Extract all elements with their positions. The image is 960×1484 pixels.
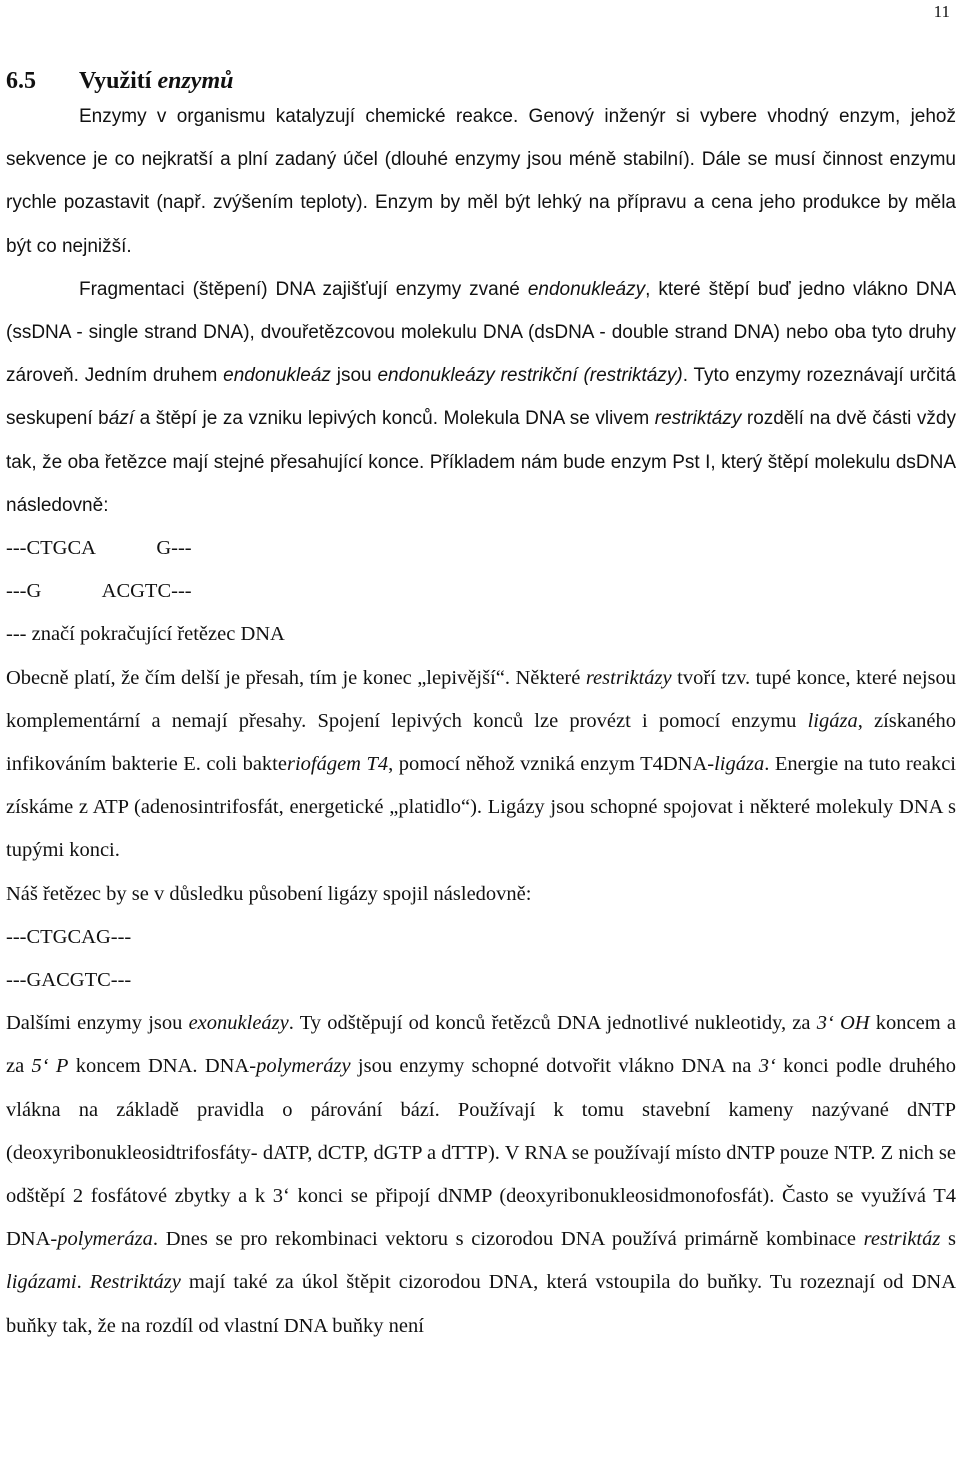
document-body <box>6 95 956 1348</box>
sequence-example-1 <box>6 527 956 657</box>
text-run: koncem DNA. DNA- <box>68 1055 257 1078</box>
text-run: rozdělí na dvě části vždy tak, že oba řetězce mají stejné přesahující konce. Příkladem nám bude enzym Pst I, který štěpí molekulu dsDNA následovně: <box>6 408 956 516</box>
italic-term: endonukleázy restrikční (restriktázy) <box>377 365 683 387</box>
section-title-italic: enzymů <box>157 68 234 94</box>
italic-term: endonukleázy <box>527 278 646 300</box>
paragraph-intro: Enzymy v organismu katalyzují chemické reakce. Genový inženýr si vybere vhodný enzym, jehož sekvence je co nejkratší a plní zadaný účel (dlouhé enzymy jsou méně stabilní). Dále se musí činnost enzymu rychle pozastavit (např. zvýšením teploty). Enzym by měl být lehký na přípravu a cena jeho produkce by měla být co nejnižší. <box>6 106 956 257</box>
italic-term: ází <box>108 408 135 430</box>
italic-term: polymeráza <box>57 1228 153 1251</box>
italic-term: ligázami <box>6 1271 77 1294</box>
paragraph-fragmentation <box>6 268 956 527</box>
text-run: . <box>76 1271 90 1294</box>
text-run: , které štěpí buď jedno vlákno DNA (ssDNA - single strand DNA), dvouřetězcovou molekulu DNA (dsDNA - double strand DNA) nebo oba tyto druhy zároveň. Jedním druhem <box>6 278 956 387</box>
sequence-line: ---GACGTC--- <box>6 969 132 992</box>
sequence-line: ---CTGCAG--- <box>6 925 132 948</box>
text-run: , získaného infikováním bakterie E. coli bakte <box>6 709 956 776</box>
sequence-line: ---G ACGTC--- <box>6 580 192 603</box>
italic-term: 5‘ P <box>31 1055 69 1078</box>
section-title-plain: Využití <box>79 68 158 94</box>
text-run: s <box>940 1228 957 1251</box>
text-run: . Ty odštěpují od konců řetězců DNA jednotlivé nukleotidy, za <box>288 1012 817 1035</box>
paragraph-ligase <box>6 657 956 873</box>
text-run: . Tyto enzymy rozeznávají určitá seskupení b <box>6 365 956 430</box>
italic-term: riofágem T4 <box>286 753 389 776</box>
italic-term: Restriktázy <box>89 1271 181 1294</box>
text-run: jsou enzymy schopné dotvořit vlákno DNA na <box>350 1055 759 1078</box>
italic-term: 3‘ OH <box>816 1012 870 1035</box>
text-run: koncem a za <box>6 1012 956 1078</box>
italic-term: restriktázy <box>585 666 672 689</box>
sequence-example-2 <box>6 916 956 1002</box>
text-run: . Energie na tuto reakci získáme z ATP (adenosintrifosfát, energetické „platidlo“). Ligázy jsou schopné spojovat i některé molekuly DNA s tupými konci. <box>6 753 956 862</box>
paragraph-exonucleases <box>6 1002 956 1348</box>
italic-term: endonukleáz <box>223 365 331 387</box>
text-run: tvoří tzv. tupé konce, které nejsou komplementární a nemají přesahy. Spojení lepivých konců lze provézt i pomocí enzymu <box>6 666 956 732</box>
italic-term: ligáza <box>807 709 858 732</box>
text-run: mají také za úkol štěpit cizorodou DNA, která vstoupila do buňky. Tu rozeznají od DNA buňky tak, že na rozdíl od vlastní DNA buňky není <box>6 1271 957 1337</box>
text-run: . Dnes se pro rekombinaci vektoru s cizorodou DNA používá primárně kombinace <box>152 1228 864 1251</box>
italic-term: polymerázy <box>256 1055 351 1078</box>
text-run: konci podle druhého vlákna na základě pravidla o párování bází. Používají k tomu stavební kameny nazývané dNTP (deoxyribonukleosidtrifosfáty- dATP, dCTP, dGTP a dTTP). V RNA se používají místo dNTP pouze NTP. Z nich se odštěpí 2 fosfátové zbytky a k 3‘ konci se připojí dNMP (deoxyribonukleosidmonofosfát). Často se využívá T4 DNA- <box>6 1055 956 1251</box>
page-number: 11 <box>933 2 950 21</box>
text-run: Dalšími enzymy jsou <box>6 1012 189 1035</box>
text-run: jsou <box>330 365 378 387</box>
italic-term: restriktázy <box>654 408 742 430</box>
sequence-line: ---CTGCA G--- <box>6 537 192 560</box>
paragraph-ligation-result: Náš řetězec by se v důsledku působení ligázy spojil následovně: <box>6 882 532 905</box>
sequence-note: --- značí pokračující řetězec DNA <box>6 623 285 646</box>
section-number: 6.5 <box>6 68 36 94</box>
text-run: Fragmentaci (štěpení) DNA zajišťují enzymy zvané <box>79 278 528 300</box>
text-run: , pomocí něhož vzniká enzym T4DNA- <box>388 753 715 776</box>
italic-term: restriktáz <box>863 1228 941 1251</box>
italic-term: exonukleázy <box>188 1012 289 1035</box>
italic-term: 3‘ <box>758 1055 776 1078</box>
section-heading <box>6 68 233 95</box>
italic-term: ligáza <box>714 753 765 776</box>
text-run: Obecně platí, že čím delší je přesah, tím je konec „lepivější“. Některé <box>6 666 586 689</box>
text-run: a štěpí je za vzniku lepivých konců. Molekula DNA se vlivem <box>134 408 655 430</box>
